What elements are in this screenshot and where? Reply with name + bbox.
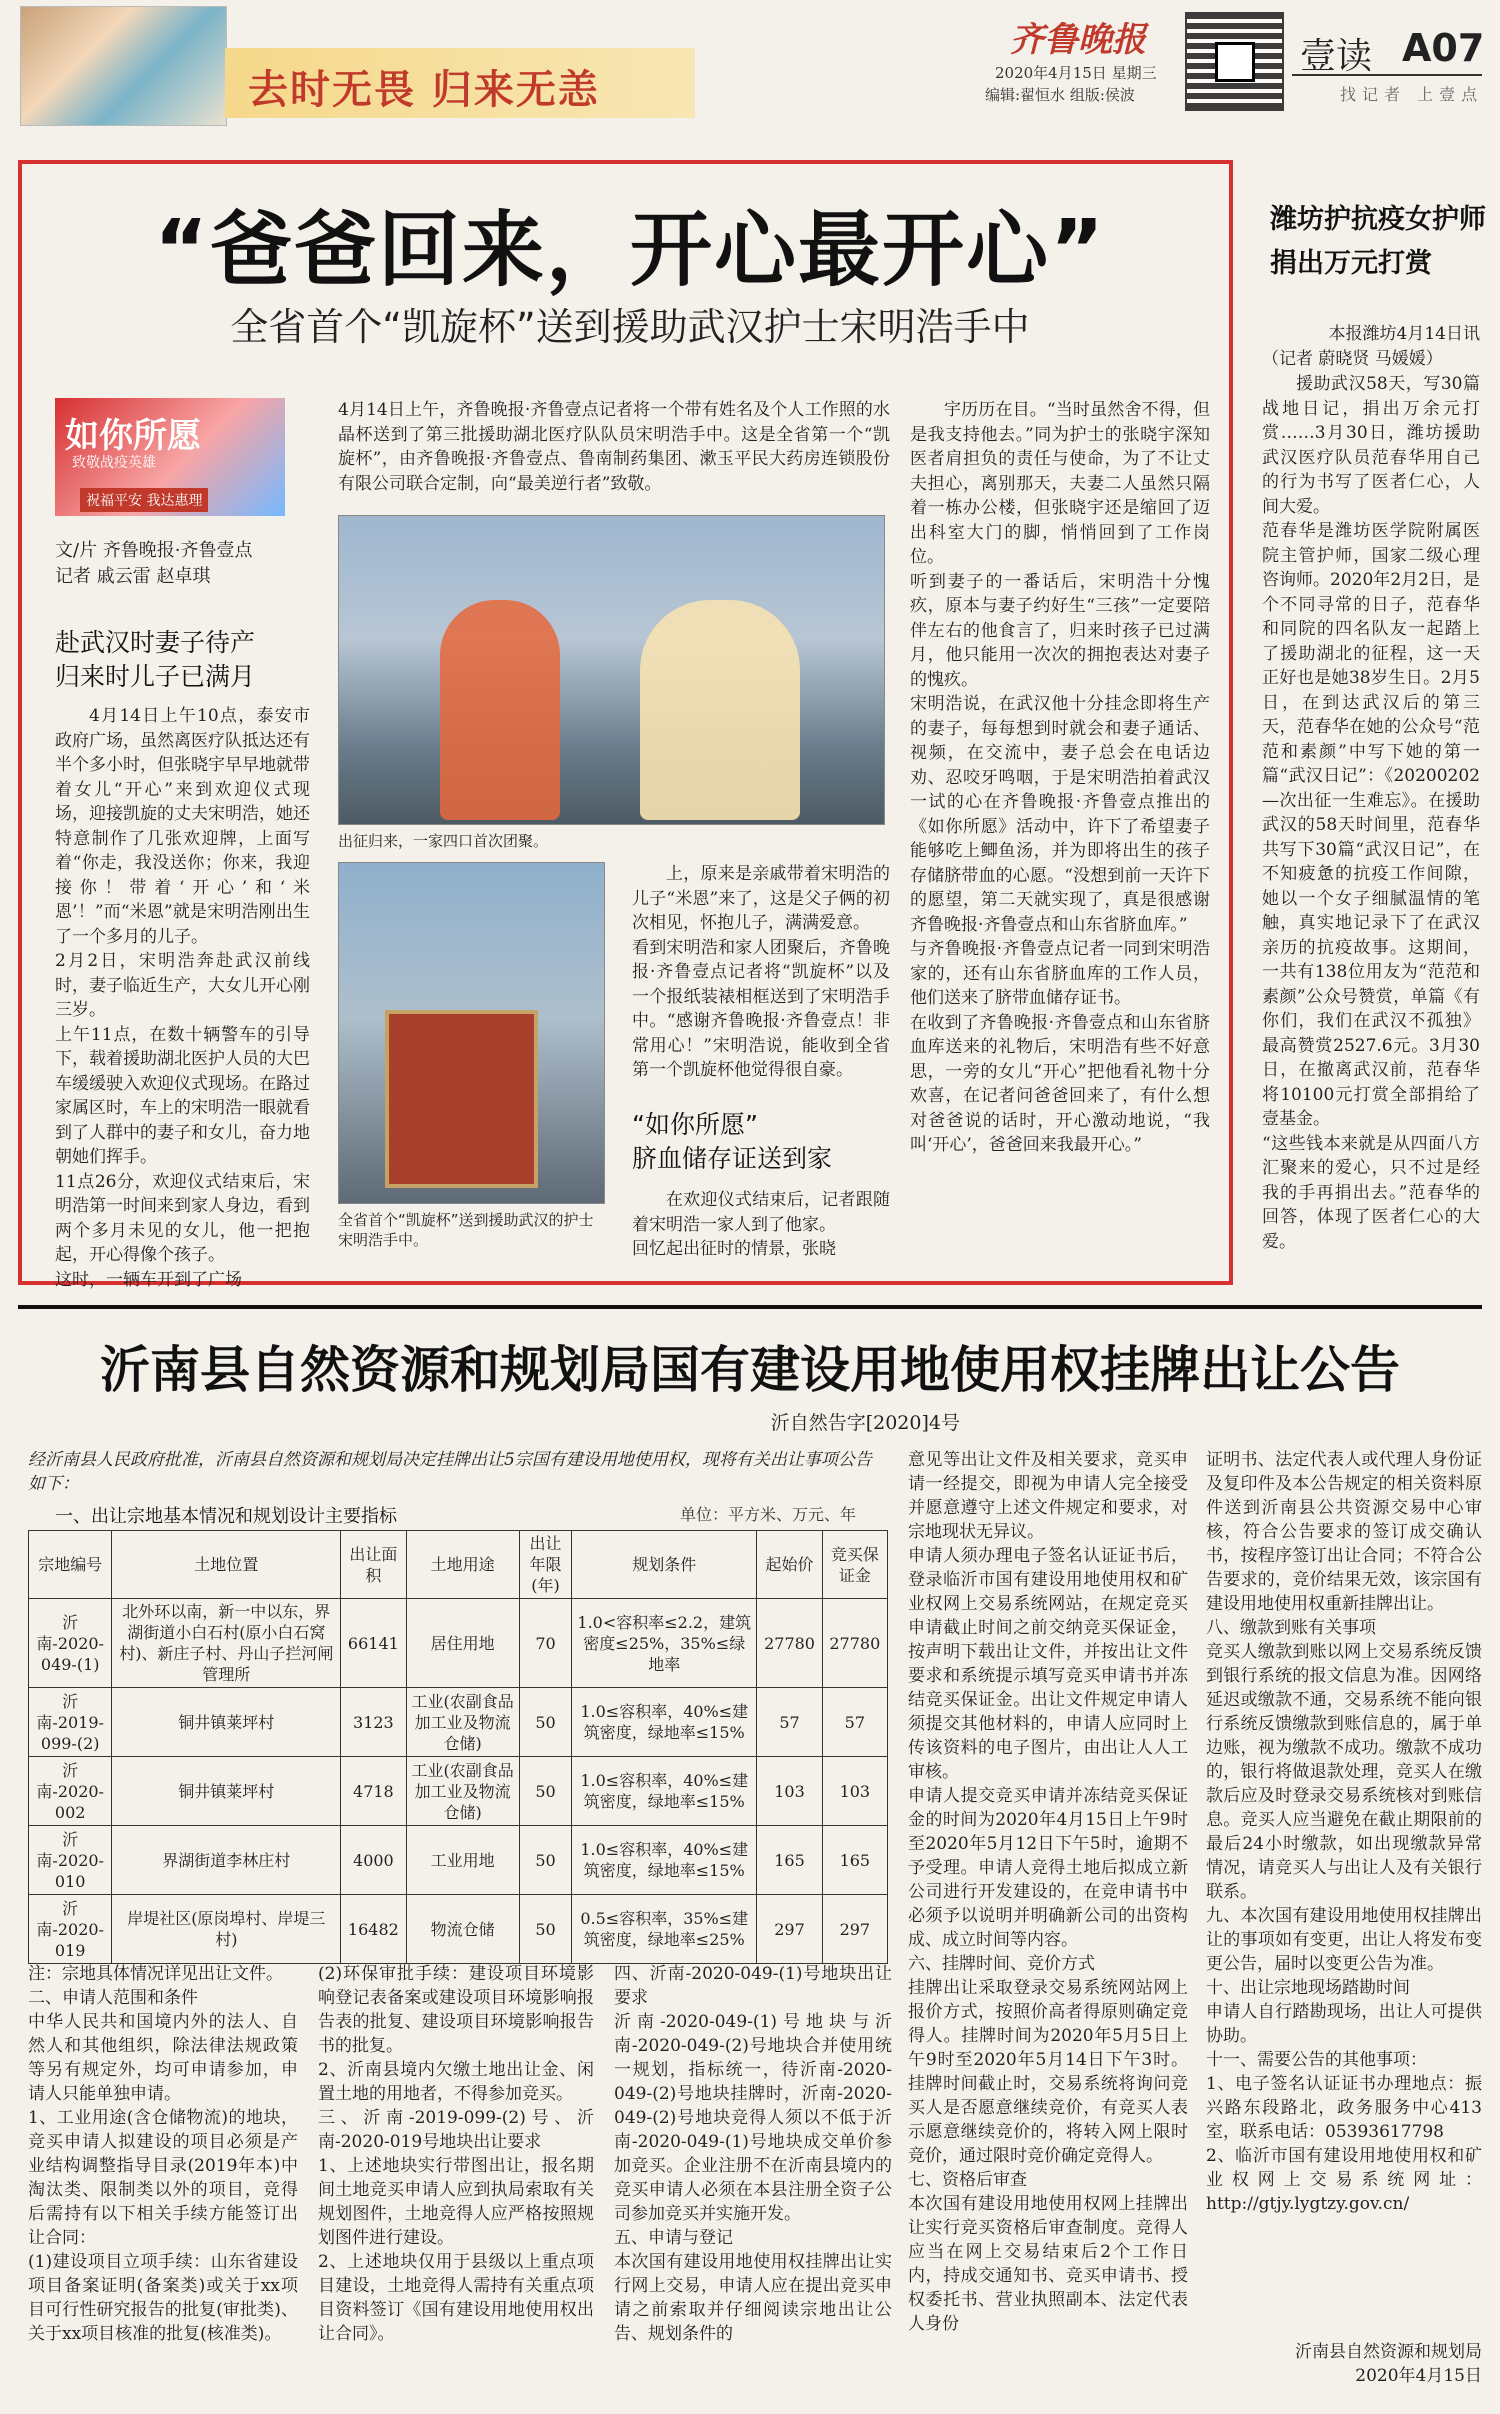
story-subhead: 全省首个“凯旋杯”送到援助武汉护士宋明浩手中 <box>230 305 1030 349</box>
notice-column-e: 证明书、法定代表人或代理人身份证及复印件及本公告规定的相关资料原件送到沂南县公共资源交易中心审核，符合公告要求的签订成交确认书，按程序签订出让合同；不符合公告要求的，竞价结果无效，该宗国有建设用地使用权重新挂牌出让。 八、缴款到账有关事项 竞买人缴款到账以网上交易系统反馈到银行系统的报文信息为准。因网络延迟或缴款不通，交易系统不能向银行系统反馈缴款到账信息的，属于单边账，视为缴款不成功。缴款不成功的，银行将做退款处理，竞买人在缴款后应及时登录交易系统核对到账信息。竞买人应当避免在截止期限前的最后24小时缴款，如出现缴款异常情况，请竞买人与出让人及有关银行联系。 九、本次国有建设用地使用权挂牌出让的事项如有变更，出让人将发布变更公告，届时以变更公告为准。 十、出让宗地现场踏勘时间 申请人自行踏勘现场，出让人可提供协助。 十一、需要公告的其他事项： 1、电子签名认证证书办理地点：振兴路东段路北，政务服务中心413室，联系电话：05393617798 2、临沂市国有建设用地使用权和矿业权网上交易系统网址：http://gtjy.lygtzy.gov.cn/ <box>1206 1450 1482 2214</box>
table-header: 竞买保证金 <box>822 1531 887 1599</box>
sidebar-body: 援助武汉58天，写30篇战地日记，捐出万余元打赏……3月30日，潍坊援助武汉医疗队员范春华用自己的行为书写了医者仁心，人间大爱。 范春华是潍坊医学院附属医院主管护师，国家二级心理咨询师。2020年2月2日，是个不同寻常的日子，范春华和同院的四名队友一起踏上了援助湖北的征程，这一天正好也是她38岁生日。2月5日，在到达武汉后的第三天，范春华在她的公众号“范范和素颜”中写下她的第一篇“武汉日记”：《20200202—次出征一生难忘》。在援助武汉的58天时间里，范春华共写下30篇“武汉日记”，在不知疲惫的抗疫工作间隙，她以一个女子细腻温情的笔触，真实地记录下了在武汉亲历的抗疫故事。这期间，一共有138位用友为“范范和素颜”公众号赞赏，单篇《有你们，我们在武汉不孤独》最高赞赏2527.6元。3月30日，在撤离武汉前，范春华将10100元打赏全部捐给了壹基金。 “这些钱本来就是从四面八方汇聚来的爱心，只不过是经我的手再捐出去。”范春华的回答，体现了医者仁心的大爱。 <box>1262 374 1480 1252</box>
byline-line-2: 记者 戚云雷 赵卓琪 <box>55 566 211 587</box>
land-plot-table <box>28 1530 888 1964</box>
table-cell: 1.0<容积率≤2.2，建筑密度≤25%，35%≤绿地率 <box>572 1599 757 1688</box>
story-column-1: 4月14日上午10点，泰安市政府广场，虽然离医疗队抵达还有半个多小时，但张晓宇早早地就带着女儿“开心”来到欢迎仪式现场，迎接凯旋的丈夫宋明浩，她还特意制作了几张欢迎牌，上面写着“你走，我没送你；你来，我迎接你！带着‘开心’和‘米恩’！”而“米恩”就是宋明浩刚出生了一个多月的儿子。 2月2日，宋明浩奔赴武汉前线时，妻子临近生产，大女儿开心刚三岁。 上午11点，在数十辆警车的引导下，载着援助湖北医护人员的大巴车缓缓驶入欢迎仪式现场。在路过家属区时，车上的宋明浩一眼就看到了人群中的妻子和女儿，奋力地朝她们挥手。 11点26分，欢迎仪式结束后，宋明浩第一时间来到家人身边，看到两个多月未见的女儿，他一把抱起，开心得像个孩子。 这时，一辆车开到了广场 <box>55 706 310 1290</box>
table-cell: 4718 <box>341 1757 406 1826</box>
table-cell: 50 <box>519 1757 571 1826</box>
table-cell: 165 <box>822 1826 887 1895</box>
photo-caption-1: 出征归来，一家四口首次团聚。 <box>338 832 549 850</box>
table-cell: 界湖街道李林庄村 <box>112 1826 341 1895</box>
table-cell: 工业用地 <box>406 1826 519 1895</box>
sidebar-dateline <box>1262 322 1480 371</box>
issue-date: 2020年4月15日 星期三 <box>995 64 1157 82</box>
sidebar-headline-1: 潍坊护抗疫女护师 <box>1270 204 1486 235</box>
family-reunion-photo <box>338 515 885 825</box>
story-headline: “爸爸回来，开心最开心” <box>154 203 1106 298</box>
table-header: 土地位置 <box>112 1531 341 1599</box>
table-cell: 165 <box>757 1826 822 1895</box>
newspaper-name: 齐鲁晚报 <box>1010 20 1146 60</box>
column-logo-title: 如你所愿 <box>65 416 201 456</box>
table-cell: 工业(农副食品加工业及物流仓储) <box>406 1757 519 1826</box>
sidebar-reporters: （记者 蔚晓贤 马媛媛） <box>1262 348 1443 369</box>
notice-doc-number: 沂自然告字[2020]4号 <box>770 1412 960 1434</box>
section-name: 壹读 <box>1300 36 1373 77</box>
story-column-2: 上，原来是亲戚带着宋明浩的儿子“米恩”来了，这是父子俩的初次相见，怀抱儿子，满满爱意。 看到宋明浩和家人团聚后，齐鲁晚报·齐鲁壹点记者将“凯旋杯”以及一个报纸装裱相框送到了宋明浩手中。“感谢齐鲁晚报·齐鲁壹点！非常用心！”宋明浩说，能收到全省第一个凯旋杯他觉得很自豪。 <box>632 864 890 1080</box>
byline-line-1: 文/片 齐鲁晚报·齐鲁壹点 <box>55 540 253 561</box>
notice-column-d: 意见等出让文件及相关要求，竞买申请一经提交，即视为申请人完全接受并愿意遵守上述文件规定和要求，对宗地现状无异议。 申请人须办理电子签名认证证书后，登录临沂市国有建设用地使用权和矿业权网上交易系统网站，在规定竞买申请截止时间之前交纳竞买保证金，按声明下载出让文件，并按出让文件要求和系统提示填写竞买申请书并冻结竞买保证金。出让文件规定申请人须提交其他材料的，申请人应同时上传该资料的电子图片，由出让人人工审核。 申请人提交竞买申请并冻结竞买保证金的时间为2020年4月15日上午9时至2020年5月12日下午5时，逾期不予受理。申请人竞得土地后拟成立新公司进行开发建设的，在竞申请书中必须予以说明并明确新公司的出资构成、成立时间等内容。 六、挂牌时间、竞价方式 挂牌出让采取登录交易系统网站网上报价方式，按照价高者得原则确定竞得人。挂牌时间为2020年5月5日上午9时至2020年5月14日下午3时。挂牌时间截止时，交易系统将询问竞买人是否愿意继续竞价，有竞买人表示愿意继续竞价的，将转入网上限时竞价，通过限时竞价确定竞得人。 七、资格后审查 本次国有建设用地使用权网上挂牌出让实行竞买资格后审查制度。竞得人应当在网上交易结束后2个工作日内，持成交通知书、竞买申请书、授权委托书、营业执照副本、法定代表人身份 <box>908 1450 1188 2334</box>
header-photo <box>20 6 227 126</box>
story-subheading-2 <box>632 1108 832 1176</box>
table-cell: 66141 <box>341 1599 406 1688</box>
notice-units: 单位：平方米、万元、年 <box>680 1505 857 1524</box>
lead-subheading-1: 赴武汉时妻子待产 <box>55 628 256 657</box>
table-cell: 沂南-2020-019 <box>29 1895 112 1964</box>
story-column-2b: 在欢迎仪式结束后，记者跟随着宋明浩一家人到了他家。 回忆起出征时的情景，张晓 <box>632 1190 890 1259</box>
reporter-tagline: 找记者 上壹点 <box>1340 85 1484 104</box>
column-logo-sub: 致敬战疫英雄 <box>72 455 156 471</box>
table-cell: 岸堤社区(原岗埠村、岸堤三村) <box>112 1895 341 1964</box>
table-cell: 297 <box>757 1895 822 1964</box>
table-row <box>29 1757 888 1826</box>
sidebar-headline-2: 捐出万元打赏 <box>1270 248 1432 279</box>
table-cell: 4000 <box>341 1826 406 1895</box>
framed-newspaper <box>385 1010 538 1188</box>
table-row <box>29 1895 888 1964</box>
sidebar-dateline-text: 本报潍坊4月14日讯 <box>1328 324 1480 344</box>
column-logo-tag: 祝福平安 我达惠理 <box>80 488 208 512</box>
table-cell: 铜井镇莱坪村 <box>112 1688 341 1757</box>
table-cell: 50 <box>519 1826 571 1895</box>
table-cell: 1.0≤容积率，40%≤建筑密度，绿地率≤15% <box>572 1688 757 1757</box>
table-cell: 居住用地 <box>406 1599 519 1688</box>
notice-section-1-title: 一、出让宗地基本情况和规划设计主要指标 <box>55 1506 397 1527</box>
table-header: 出让年限(年) <box>519 1531 571 1599</box>
table-header: 土地用途 <box>406 1531 519 1599</box>
table-header: 出让面积 <box>341 1531 406 1599</box>
table-cell: 沂南-2019-099-(2) <box>29 1688 112 1757</box>
table-cell: 北外环以南，新一中以东，界湖街道小白石村(原小白石窝村)、新庄子村、丹山子拦河闸管理所 <box>112 1599 341 1688</box>
notice-column-c: 四、沂南-2020-049-(1)号地块出让要求 沂南-2020-049-(1)号地块与沂南-2020-049-(2)号地块合并使用统一规划，指标统一，待沂南-2020-049-(2)号地块挂牌时，沂南-2020-049-(2)号地块竞得人须以不低于沂南-2020-049-(1)号地块成交单价参加竞买。企业注册不在沂南县境内的竞买申请人必须在本县注册全资子公司参加竞买并实施开发。 五、申请与登记 本次国有建设用地使用权挂牌出让实行网上交易，申请人应在提出竞买申请之前索取并仔细阅读宗地出让公告、规划条件的 <box>614 1964 892 2344</box>
table-cell: 3123 <box>341 1688 406 1757</box>
table-row <box>29 1826 888 1895</box>
page-number: A07 <box>1402 26 1485 70</box>
table-cell: 1.0≤容积率，40%≤建筑密度，绿地率≤15% <box>572 1826 757 1895</box>
table-cell: 27780 <box>757 1599 822 1688</box>
notice-signature-org: 沂南县自然资源和规划局 <box>1295 2342 1482 2362</box>
table-cell: 物流仓储 <box>406 1895 519 1964</box>
table-cell: 工业(农副食品加工业及物流仓储) <box>406 1688 519 1757</box>
story-intro: 4月14日上午，齐鲁晚报·齐鲁壹点记者将一个带有姓名及个人工作照的水晶杯送到了第三批援助湖北医疗队队员宋明浩手中。这是全省第一个“凯旋杯”，由齐鲁晚报·齐鲁壹点、鲁南制药集团、漱玉平民大药房连锁股份有限公司联合定制，向“最美逆行者”致敬。 <box>338 400 890 494</box>
slogan: 去时无畏 归来无恙 <box>248 66 600 113</box>
table-header: 规划条件 <box>572 1531 757 1599</box>
editor-credits: 编辑:翟恒水 组版:侯波 <box>985 86 1135 104</box>
table-cell: 103 <box>757 1757 822 1826</box>
lead-subheading-2: 归来时儿子已满月 <box>55 662 256 691</box>
photo-figure-mother <box>640 600 800 820</box>
table-header: 宗地编号 <box>29 1531 112 1599</box>
table-cell: 沂南-2020-010 <box>29 1826 112 1895</box>
table-cell: 103 <box>822 1757 887 1826</box>
notice-intro: 经沂南县人民政府批准，沂南县自然资源和规划局决定挂牌出让5宗国有建设用地使用权，现将有关出让事项公告如下： <box>28 1450 872 1494</box>
table-row <box>29 1688 888 1757</box>
table-cell: 铜井镇莱坪村 <box>112 1757 341 1826</box>
story-column-3: 宇历历在目。“当时虽然舍不得，但是我支持他去。”同为护士的张晓宇深知医者肩担负的责任与使命，为了不让丈夫担心，离别那天，夫妻二人虽然只隔着一栋办公楼，但张晓宇还是缩回了迈出科室大门的脚，悄悄回到了工作岗位。 听到妻子的一番话后，宋明浩十分愧疚，原本与妻子约好生“三孩”一定要陪伴左右的他食言了，归来时孩子已过满月，他只能用一次次的拥抱表达对妻子的愧疚。 宋明浩说，在武汉他十分挂念即将生产的妻子，每每想到时就会和妻子通话、视频，在交流中，妻子总会在电话边劝、忍咬牙鸣咽，于是宋明浩拍着武汉一试的心在齐鲁晚报·齐鲁壹点推出的《如你所愿》活动中，许下了希望妻子能够吃上鲫鱼汤，并为即将出生的孩子存储脐带血的心愿。“没想到前一天许下的愿望，第二天就实现了，真是很感谢齐鲁晚报·齐鲁壹点和山东省脐血库。” 与齐鲁晚报·齐鲁壹点记者一同到宋明浩家的，还有山东省脐血库的工作人员，他们送来了脐带血储存证书。 在收到了齐鲁晚报·齐鲁壹点和山东省脐血库送来的礼物后，宋明浩有些不好意思，一旁的女儿“开心”把他看礼物十分欢喜，在记者问爸爸回来了，有什么想对爸爸说的话时，开心激动地说，“我叫‘开心’，爸爸回来我最开心。” <box>910 400 1210 1155</box>
table-cell: 50 <box>519 1688 571 1757</box>
table-cell: 27780 <box>822 1599 887 1688</box>
table-cell: 0.5≤容积率，35%≤建筑密度，绿地率≤25% <box>572 1895 757 1964</box>
story-subheading-2a: “如你所愿” <box>632 1110 758 1139</box>
notice-column-b: (2)环保审批手续：建设项目环境影响登记表备案或建设项目环境影响报告表的批复、建设项目环境影响报告书的批复。 2、沂南县境内欠缴土地出让金、闲置土地的用地者，不得参加竞买。 三、沂南-2019-099-(2)号、沂南-2020-019号地块出让要求 1、上述地块实行带图出让，报名期间土地竞买申请人应到执局索取有关规划图件，土地竞得人应严格按照规划图件进行建设。 2、上述地块仅用于县级以上重点项目建设，土地竞得人需持有关重点项目资料签订《国有建设用地使用权出让合同》。 <box>318 1964 594 2344</box>
table-cell: 16482 <box>341 1895 406 1964</box>
notice-column-a: 注：宗地具体情况详见出让文件。 二、申请人范围和条件 中华人民共和国境内外的法人、自然人和其他组织，除法律法规政策等另有规定外，均可申请参加，申请人只能单独申请。 1、工业用途(含仓储物流)的地块，竞买申请人拟建设的项目必须是产业结构调整指导目录(2019年本)中淘汰类、限制类以外的项目，竞得后需持有以下相关手续方能签订出让合同： (1)建设项目立项手续：山东省建设项目备案证明(备案类)或关于xx项目可行性研究报告的批复(审批类)、关于xx项目核准的批复(核准类)。 <box>28 1964 298 2344</box>
notice-signature <box>1206 2340 1482 2388</box>
table-header: 起始价 <box>757 1531 822 1599</box>
table-cell: 50 <box>519 1895 571 1964</box>
table-cell: 沂南-2020-049-(1) <box>29 1599 112 1688</box>
story-subheading-2b: 脐血储存证送到家 <box>632 1144 833 1173</box>
byline <box>55 538 253 590</box>
photo-figure-father <box>440 600 560 820</box>
table-header-row <box>29 1531 888 1599</box>
qr-center-mark <box>1215 42 1255 82</box>
photo-caption-2: 全省首个“凯旋杯”送到援助武汉的护士宋明浩手中。 <box>338 1211 594 1249</box>
table-cell: 1.0≤容积率，40%≤建筑密度，绿地率≤15% <box>572 1757 757 1826</box>
table-cell: 297 <box>822 1895 887 1964</box>
table-row <box>29 1599 888 1688</box>
notice-top-rule <box>18 1305 1482 1309</box>
notice-title: 沂南县自然资源和规划局国有建设用地使用权挂牌出让公告 <box>100 1341 1400 1399</box>
table-cell: 57 <box>822 1688 887 1757</box>
notice-signature-date: 2020年4月15日 <box>1355 2366 1482 2386</box>
table-cell: 57 <box>757 1688 822 1757</box>
table-cell: 沂南-2020-002 <box>29 1757 112 1826</box>
lead-subheading <box>55 626 255 694</box>
sidebar-headline <box>1270 198 1486 286</box>
table-cell: 70 <box>519 1599 571 1688</box>
